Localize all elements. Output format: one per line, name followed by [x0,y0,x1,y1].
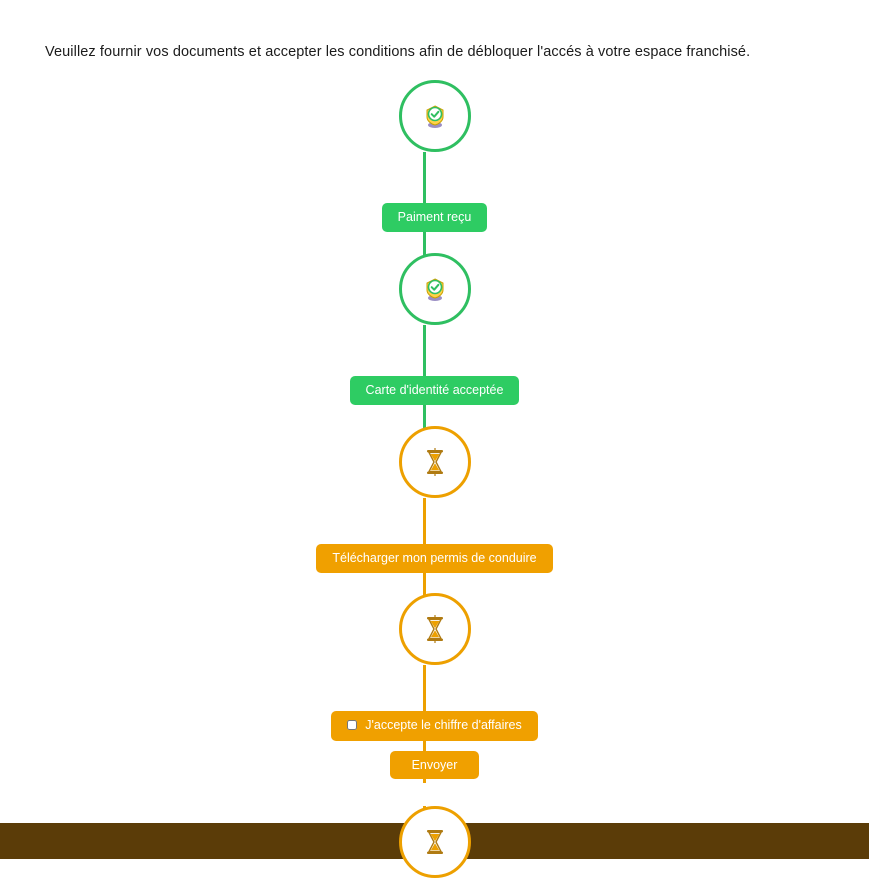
hourglass-icon [420,613,450,645]
revenue-agreement-consent[interactable] [331,711,537,741]
page-instruction: Veuillez fournir vos documents et accepter les conditions afin de débloquer l'accés à votre espace franchisé. [45,44,751,60]
revenue-agreement-checkbox[interactable] [347,720,357,730]
revenue-agreement-label: J'accepte le chiffre d'affaires [365,718,522,732]
step-node-identity [399,253,471,325]
step-node-payment [399,80,471,152]
verified-badge-icon [419,273,451,305]
step-node-next [399,806,471,878]
step-node-driving-licence [399,426,471,498]
onboarding-timeline [0,80,869,840]
timeline-step-driving-licence [0,426,869,573]
hourglass-icon [420,446,450,478]
hourglass-icon [420,826,450,858]
step-node-revenue-agreement [399,593,471,665]
step-label-payment[interactable]: Paiment reçu [382,203,488,232]
timeline-step-revenue-agreement [0,593,869,779]
step-label-identity[interactable]: Carte d'identité acceptée [350,376,520,405]
submit-button[interactable]: Envoyer [390,751,480,780]
timeline-step-payment [0,80,869,232]
timeline-step-identity [0,253,869,405]
step-label-driving-licence[interactable]: Télécharger mon permis de conduire [316,544,552,573]
verified-badge-icon [419,100,451,132]
